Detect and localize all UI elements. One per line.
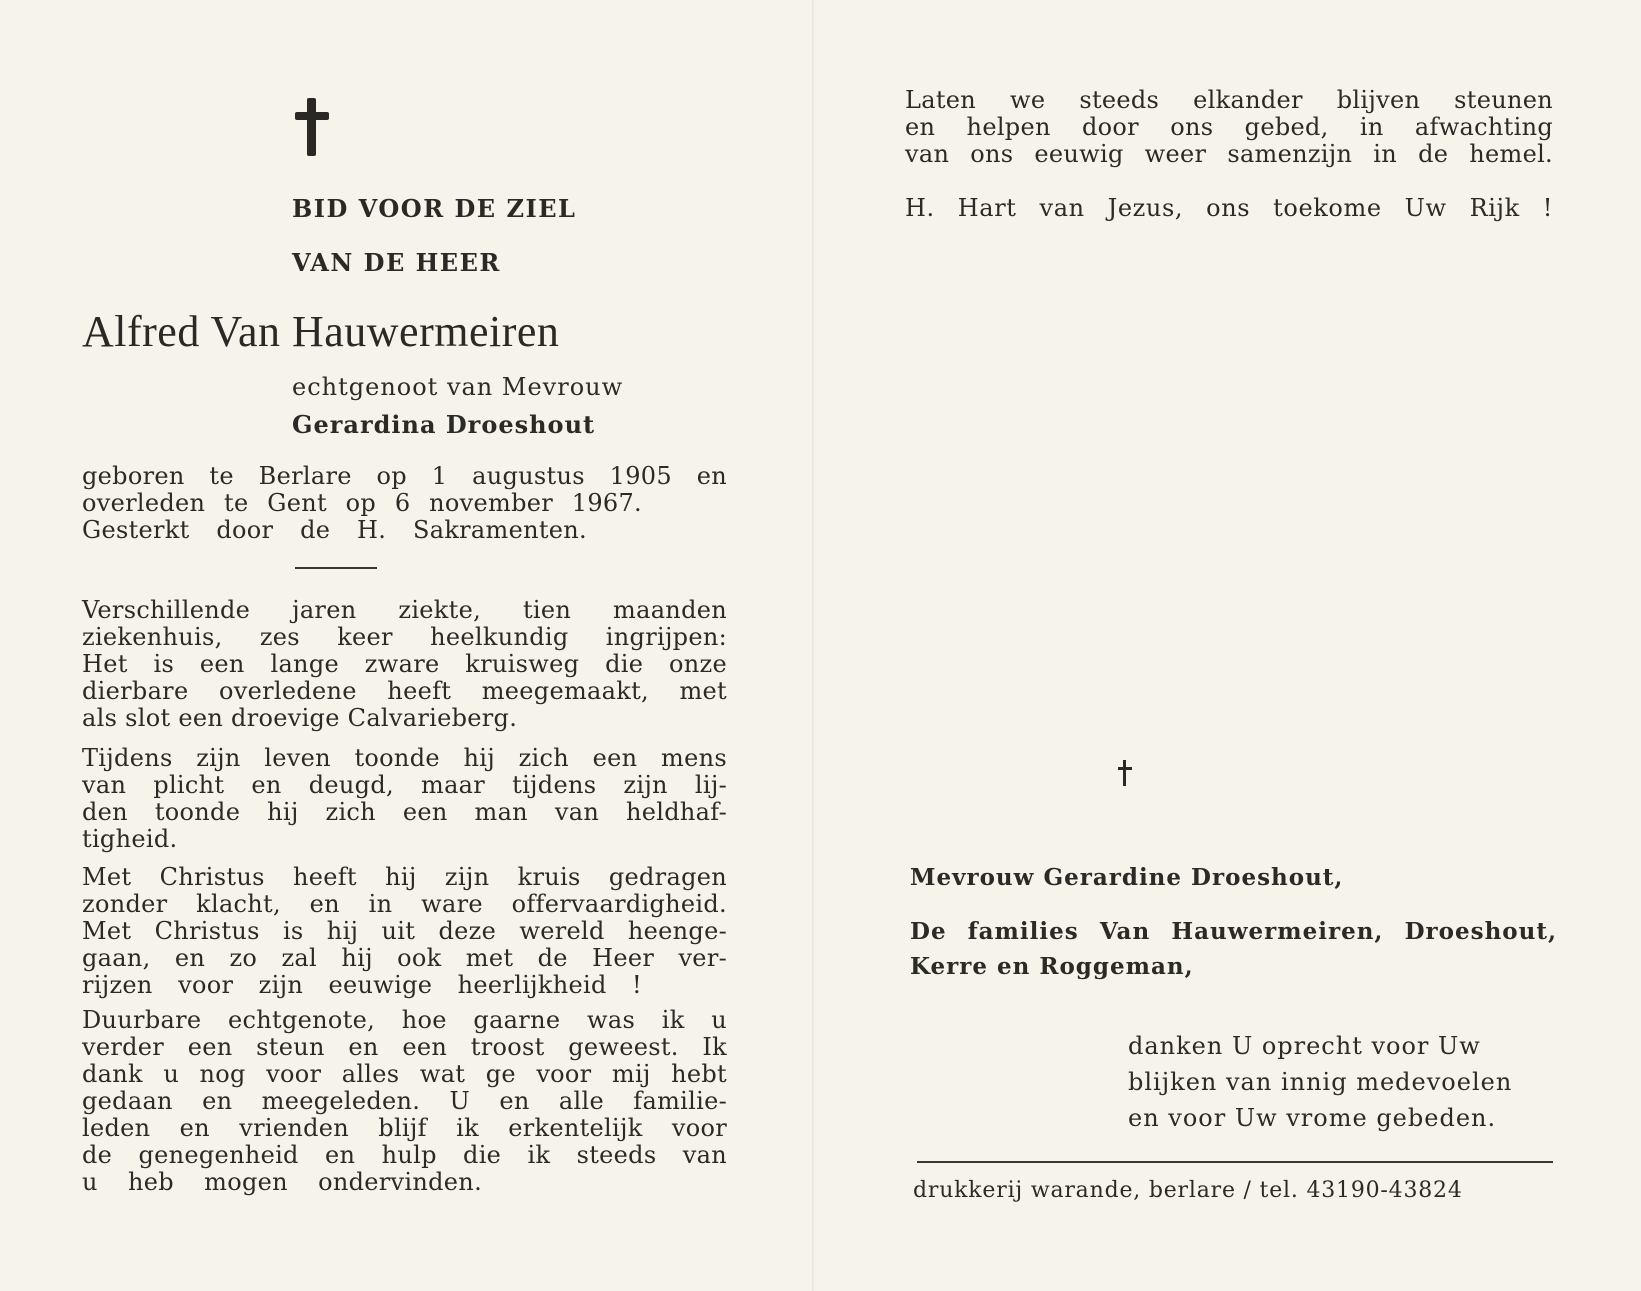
spouse-label: echtgenoot van Mevrouw [292, 373, 624, 401]
small-cross-icon [1118, 760, 1132, 786]
text-line: Verschillende jaren ziekte, tien maanden [82, 596, 727, 624]
text-line: verder een steun en een troost geweest. Ik [82, 1033, 727, 1061]
deceased-name: Alfred Van Hauwermeiren [82, 307, 560, 356]
text-line: leden en vrienden blijf ik erkentelijk voor [82, 1114, 727, 1142]
text-line: den toonde hij zich een man van heldhaf- [82, 798, 727, 826]
text-line: de genegenheid en hulp die ik steeds van [82, 1141, 727, 1169]
paragraph-illness [82, 597, 727, 732]
text-line: Laten we steeds elkander blijven steunen [905, 86, 1553, 114]
text-line: u heb mogen ondervinden. [82, 1168, 482, 1196]
text-line: geboren te Berlare op 1 augustus 1905 en [82, 462, 727, 490]
text-line: Tijdens zijn leven toonde hij zich een mens [82, 744, 727, 772]
text-line: gedaan en meegeleden. U en alle familie- [82, 1087, 727, 1115]
text-line: en helpen door ons gebed, in afwachting [905, 113, 1553, 141]
cross-icon [292, 92, 332, 156]
text-line: gaan, en zo zal hij ook met de Heer ver- [82, 944, 727, 972]
birth-death-details [82, 463, 727, 544]
text-line: Met Christus heeft hij zijn kruis gedragen [82, 863, 727, 891]
text-line: Duurbare echtgenote, hoe gaarne was ik u [82, 1006, 727, 1034]
divider [295, 567, 377, 569]
text-line: Gesterkt door de H. Sakramenten. [82, 516, 587, 544]
families-line1: De families Van Hauwermeiren, Droeshout, [910, 918, 1557, 945]
text-line: rijzen voor zijn eeuwige heerlijkheid ! [82, 971, 642, 999]
divider [917, 1161, 1553, 1163]
thanks-line: en voor Uw vrome gebeden. [1128, 1104, 1497, 1132]
text-line: tigheid. [82, 825, 178, 853]
thanks-line: blijken van innig medevoelen [1128, 1068, 1513, 1096]
text-line: dierbare overledene heeft meegemaakt, met [82, 677, 727, 705]
text-line: van plicht en deugd, maar tijdens zijn lij- [82, 771, 727, 799]
card-fold [812, 0, 814, 1291]
paragraph-farewell [82, 1007, 727, 1196]
text-line: als slot een droevige Calvarieberg. [82, 704, 518, 732]
spouse-name: Gerardina Droeshout [292, 410, 596, 439]
motto: H. Hart van Jezus, ons toekome Uw Rijk ! [905, 194, 1553, 222]
heading-line1: BID VOOR DE ZIEL [292, 194, 577, 223]
paragraph-christ [82, 864, 727, 999]
heading-line2: VAN DE HEER [292, 248, 501, 277]
paragraph-character [82, 745, 727, 853]
families-line2: Kerre en Roggeman, [910, 953, 1194, 980]
widow-name: Mevrouw Gerardine Droeshout, [910, 864, 1344, 891]
prayer-text [905, 87, 1553, 168]
text-line: zonder klacht, en in ware offervaardigheid. [82, 890, 727, 918]
printer-credit: drukkerij warande, berlare / tel. 43190-43824 [913, 1178, 1463, 1203]
text-line: dank u nog voor alles wat ge voor mij hebt [82, 1060, 727, 1088]
text-line: ziekenhuis, zes keer heelkundig ingrijpen: [82, 623, 727, 651]
text-line: van ons eeuwig weer samenzijn in de hemel. [905, 140, 1553, 168]
text-line: Met Christus is hij uit deze wereld heenge- [82, 917, 727, 945]
text-line: Het is een lange zware kruisweg die onze [82, 650, 727, 678]
thanks-line: danken U oprecht voor Uw [1128, 1032, 1481, 1060]
text-line: overleden te Gent op 6 november 1967. [82, 489, 642, 517]
